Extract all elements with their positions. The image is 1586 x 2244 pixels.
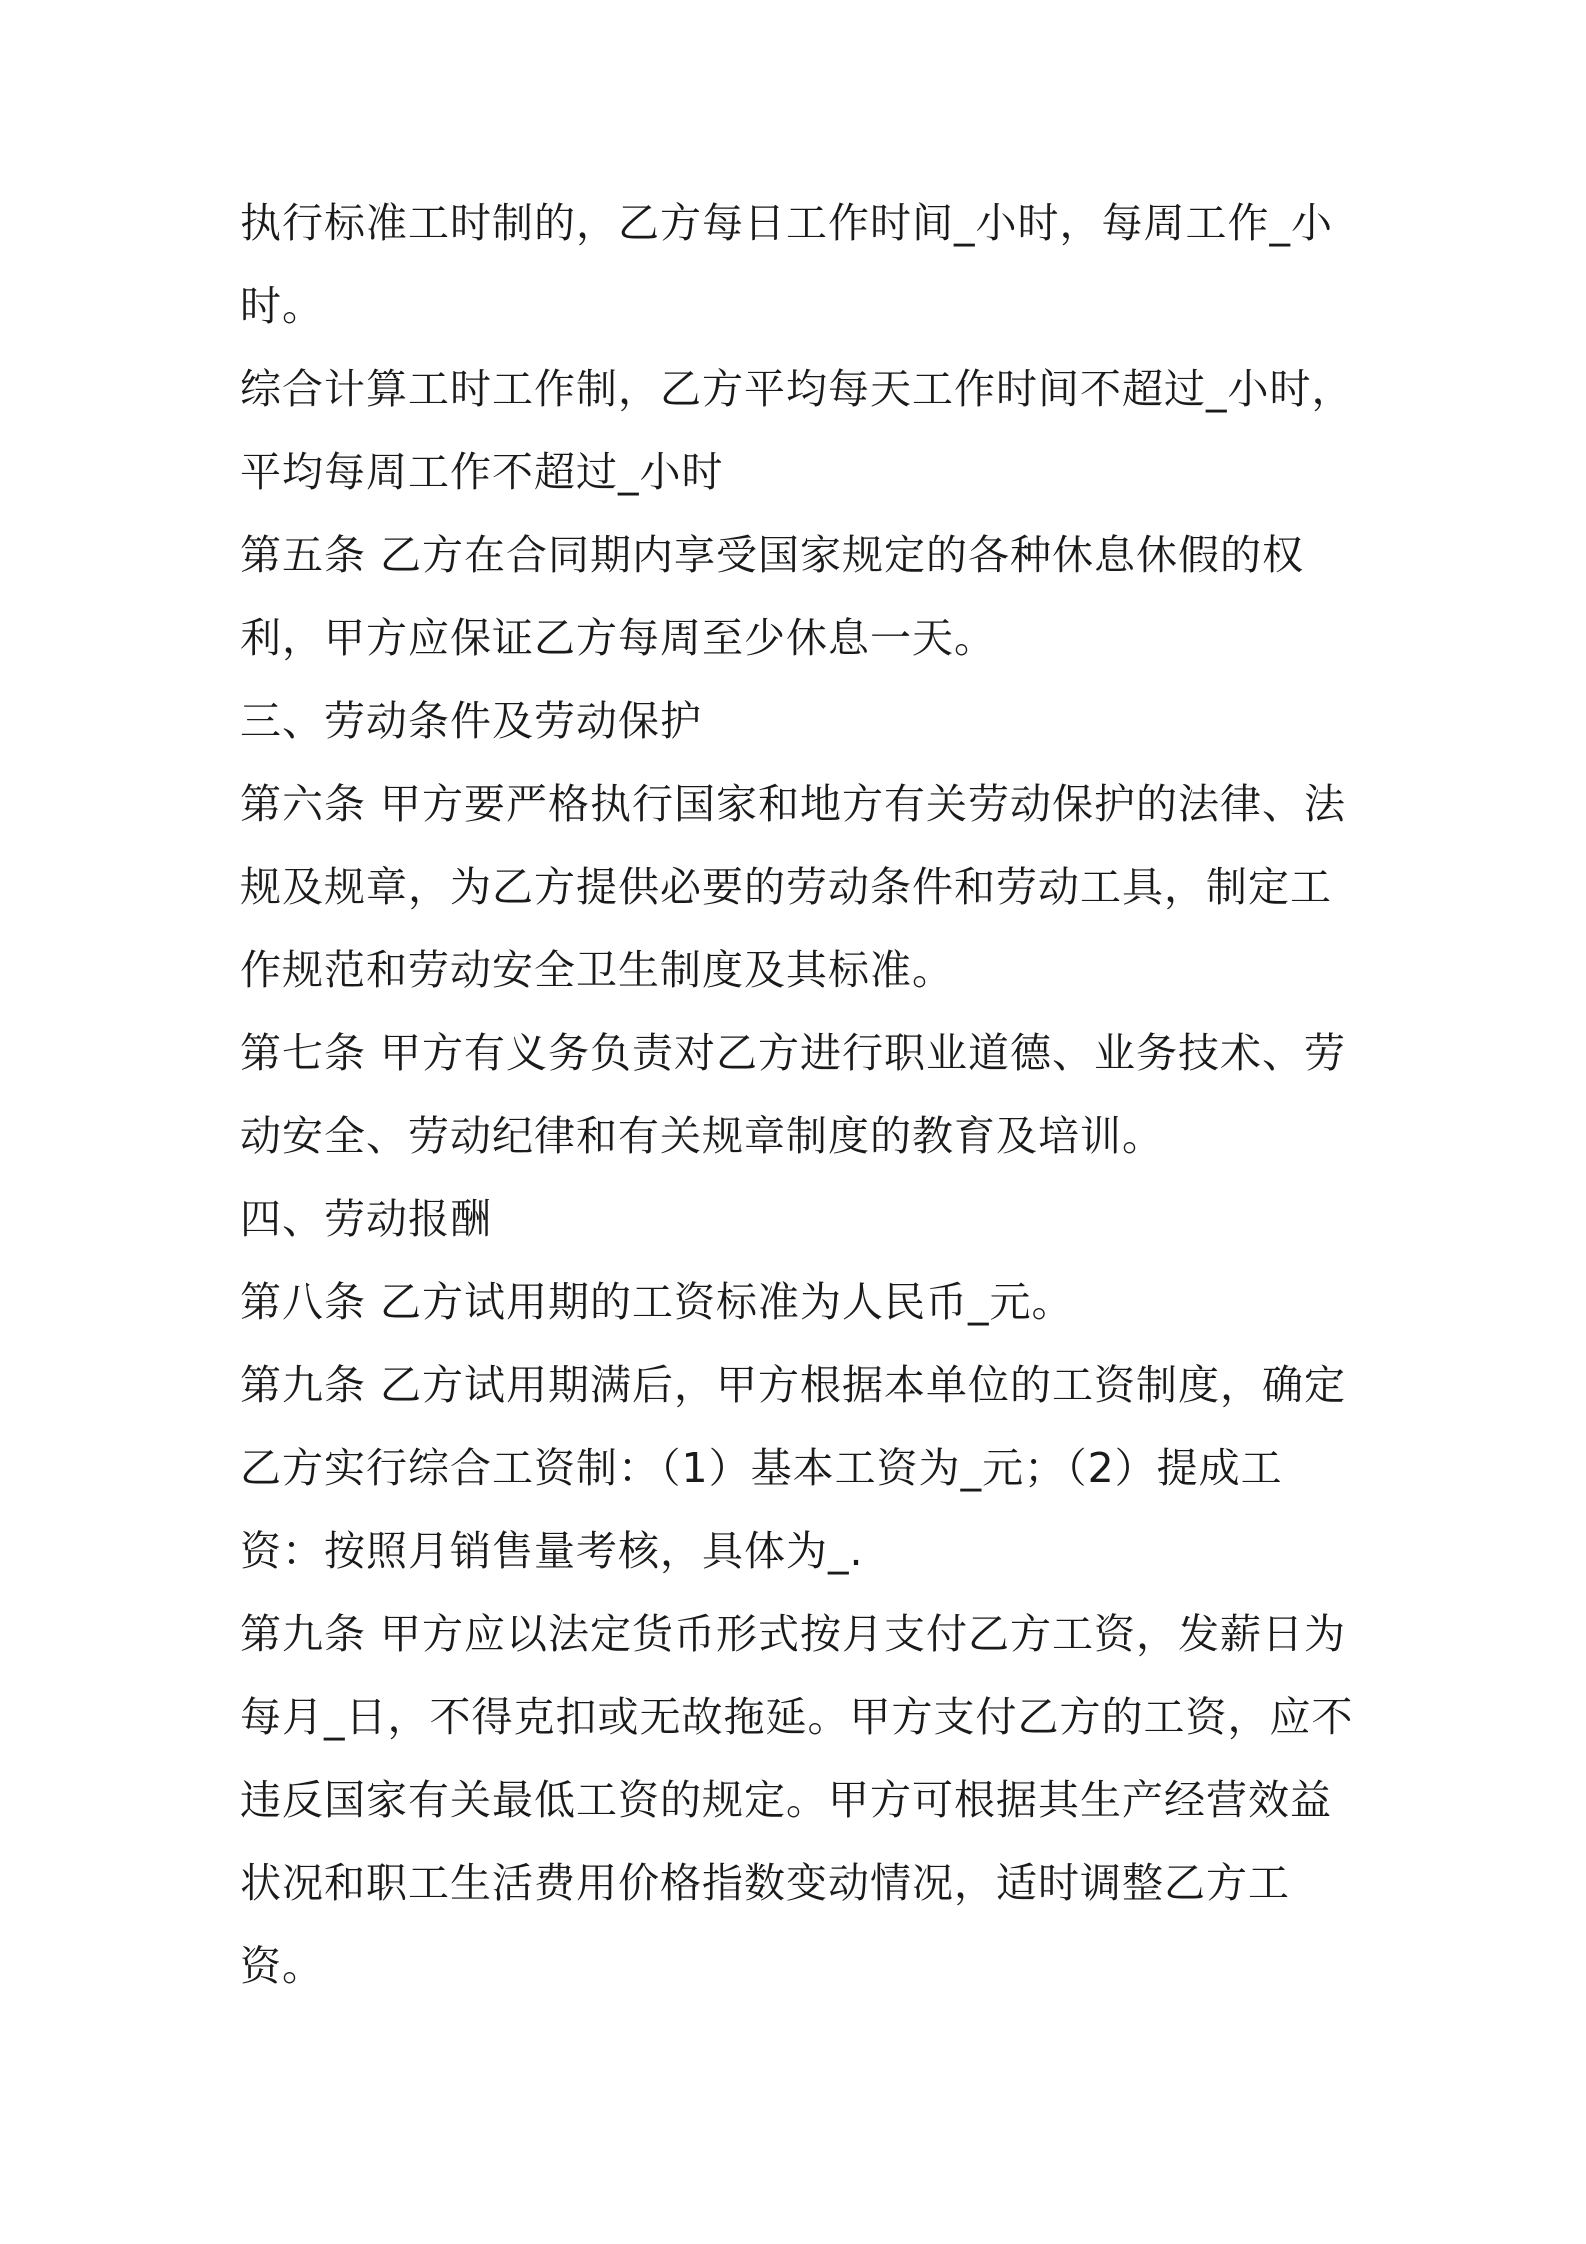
paragraph-article-5: 第五条 乙方在合同期内享受国家规定的各种休息休假的权利，甲方应保证乙方每周至少休息一天。	[240, 531, 1305, 662]
paragraph-standard-hours: 执行标准工时制的，乙方每日工作时间_小时，每周工作_小时。	[240, 199, 1333, 330]
section-heading-labor-conditions: 三、劳动条件及劳动保护	[240, 697, 702, 745]
paragraph-article-8: 第八条 乙方试用期的工资标准为人民币_元。	[240, 1278, 1074, 1326]
section-heading-remuneration: 四、劳动报酬	[240, 1195, 492, 1243]
document-body	[240, 182, 1360, 2008]
paragraph-article-6: 第六条 甲方要严格执行国家和地方有关劳动保护的法律、法规及规章，为乙方提供必要的劳动条件和劳动工具，制定工作规范和劳动安全卫生制度及其标准。	[240, 780, 1347, 994]
paragraph-comprehensive-hours: 综合计算工时工作制，乙方平均每天工作时间不超过_小时，平均每周工作不超过_小时	[240, 365, 1354, 496]
paragraph-article-9-payment: 第九条 甲方应以法定货币形式按月支付乙方工资，发薪日为每月_日，不得克扣或无故拖延。甲方支付乙方的工资，应不违反国家有关最低工资的规定。甲方可根据其生产经营效益状况和职工生活费用价格指数变动情况，适时调整乙方工资。	[240, 1610, 1354, 1990]
paragraph-article-9-salary-system: 第九条 乙方试用期满后，甲方根据本单位的工资制度，确定乙方实行综合工资制：（1）基本工资为_元；（2）提成工资：按照月销售量考核，具体为_.	[240, 1361, 1347, 1575]
paragraph-article-7: 第七条 甲方有义务负责对乙方进行职业道德、业务技术、劳动安全、劳动纪律和有关规章制度的教育及培训。	[240, 1029, 1347, 1160]
